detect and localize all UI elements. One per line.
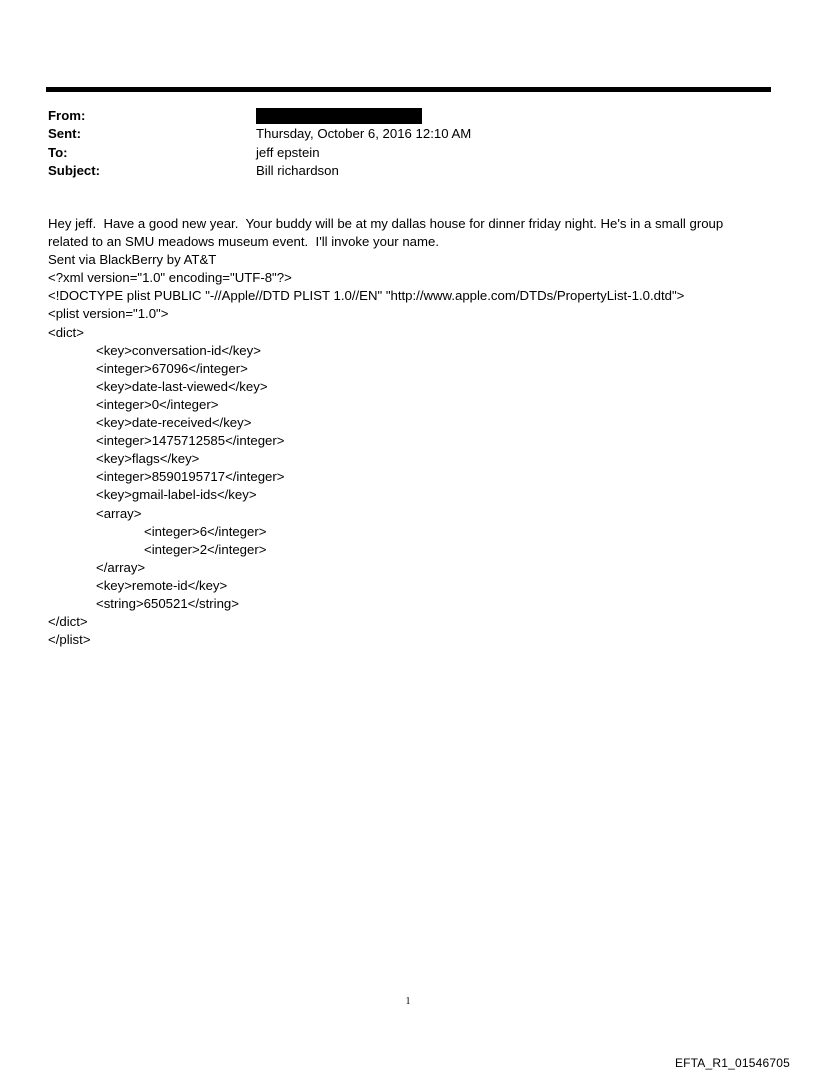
page-number: 1 [405,996,411,1007]
xml-line: <plist version="1.0"> [48,306,169,322]
redaction-block [256,108,422,124]
xml-line: <?xml version="1.0" encoding="UTF-8"?> [48,270,292,286]
xml-line: <array> [96,505,142,521]
xml-line: <integer>6</integer> [144,523,267,539]
to-row [48,144,768,162]
email-header [48,107,768,180]
xml-line: <key>date-last-viewed</key> [96,378,268,394]
to-label: To: [48,144,68,160]
sent-value: Thursday, October 6, 2016 12:10 AM [256,126,472,142]
document-id: EFTA_R1_01546705 [674,1056,790,1070]
subject-row [48,162,768,180]
subject-value: Bill richardson [256,162,339,178]
xml-line: </dict> [48,614,88,630]
top-rule [46,87,771,92]
xml-line: </array> [96,559,146,575]
from-row [48,107,768,125]
email-body [48,215,768,649]
xml-line: <integer>0</integer> [96,396,219,412]
from-value [256,107,768,125]
sent-label: Sent: [48,126,81,142]
xml-line: <dict> [48,324,84,340]
xml-line: <key>flags</key> [96,451,200,467]
xml-line: <key>conversation-id</key> [96,342,261,358]
xml-line: <!DOCTYPE plist PUBLIC "-//Apple//DTD PLIST 1.0//EN" "http://www.apple.com/DTDs/PropertyList-1.0.dtd"> [48,288,685,304]
xml-line: <integer>8590195717</integer> [96,469,285,485]
to-value: jeff epstein [256,144,320,160]
signature-line: Sent via BlackBerry by AT&T [48,252,217,268]
xml-line: <key>remote-id</key> [96,577,228,593]
xml-line: </plist> [48,632,91,648]
subject-label: Subject: [48,162,101,178]
xml-line: <integer>1475712585</integer> [96,433,285,449]
xml-line: <key>date-received</key> [96,415,252,431]
xml-line: <integer>2</integer> [144,541,267,557]
xml-line: <string>650521</string> [96,595,239,611]
message-line: related to an SMU meadows museum event. I'll invoke your name. [48,234,439,250]
message-line: Hey jeff. Have a good new year. Your buddy will be at my dallas house for dinner friday night. He's in a small group [48,216,724,231]
xml-line: <key>gmail-label-ids</key> [96,487,257,503]
from-label: From: [48,108,86,123]
sent-row [48,125,768,143]
xml-line: <integer>67096</integer> [96,360,248,376]
